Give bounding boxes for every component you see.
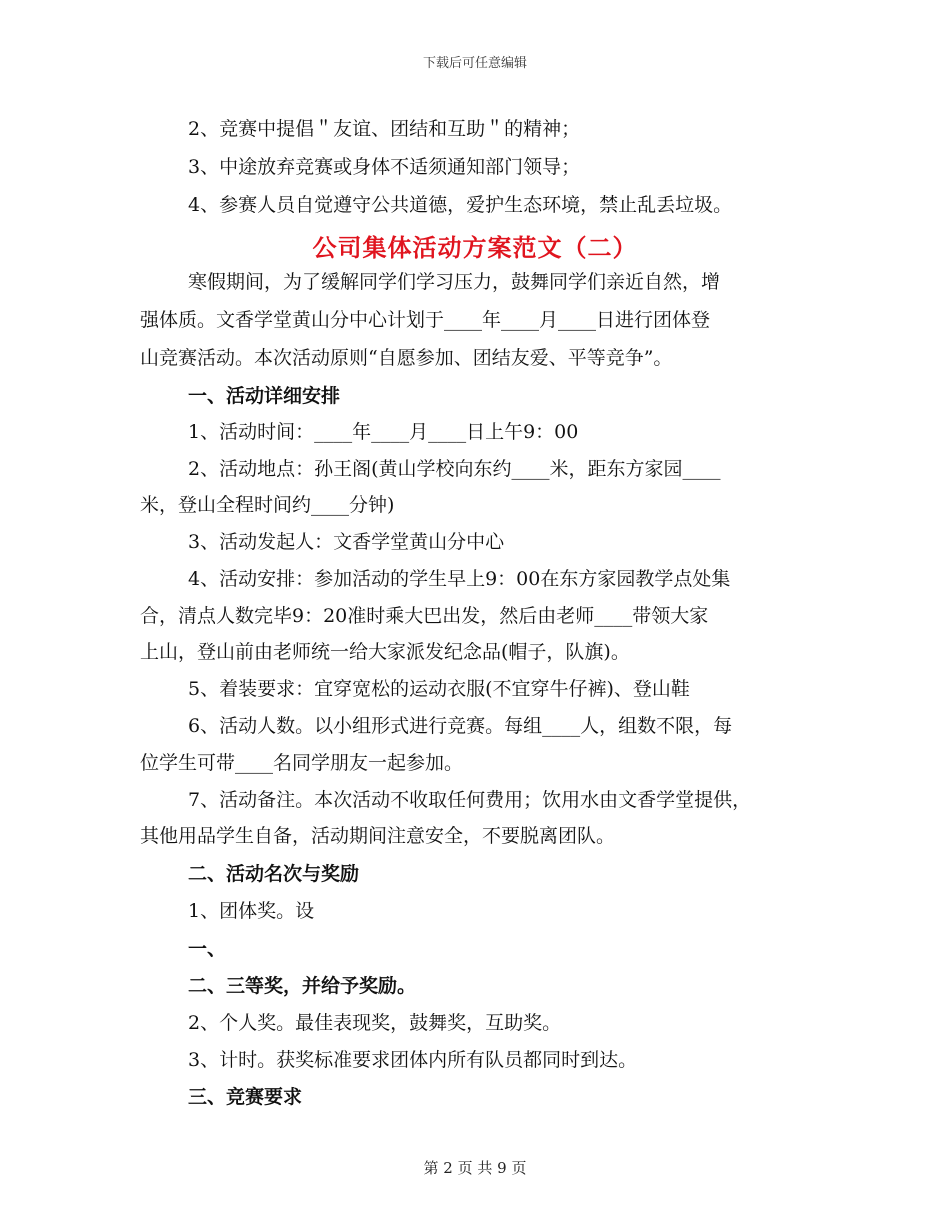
paragraph-line: 2、活动地点：孙王阁(黄山学校向东约____米，距东方家园____ [188, 458, 721, 480]
paragraph-line: 山竞赛活动。本次活动原则“自愿参加、团结友爱、平等竞争”。 [140, 347, 673, 369]
paragraph-line: 强体质。文香学堂黄山分中心计划于____年____月____日进行团体登 [140, 309, 711, 331]
paragraph-line: 3、活动发起人：文香学堂黄山分中心 [188, 531, 505, 553]
document-title: 公司集体活动方案范文（二） [312, 233, 638, 262]
paragraph-line: 4、活动安排：参加活动的学生早上9：00在东方家园教学点处集 [188, 568, 731, 590]
paragraph-line: 三、竞赛要求 [188, 1086, 303, 1108]
paragraph-line: 5、着装要求：宜穿宽松的运动衣服(不宜穿牛仔裤)、登山鞋 [188, 678, 690, 700]
paragraph-line: 7、活动备注。本次活动不收取任何费用；饮用水由文香学堂提供， [188, 789, 752, 811]
paragraph-line: 一、 [188, 938, 227, 960]
page-footer: 第 2 页 共 9 页 [423, 1159, 527, 1177]
paragraph-line: 二、三等奖，并给予奖励。 [188, 975, 417, 997]
paragraph-line: 2、个人奖。最佳表现奖，鼓舞奖，互助奖。 [188, 1012, 562, 1034]
paragraph-line: 其他用品学生自备，活动期间注意安全，不要脱离团队。 [140, 825, 616, 847]
paragraph-line: 3、计时。获奖标准要求团体内所有队员都同时到达。 [188, 1049, 638, 1071]
paragraph-line: 1、活动时间：____年____月____日上午9：00 [188, 421, 579, 443]
paragraph-line: 合，清点人数完毕9：20准时乘大巴出发，然后由老师____带领大家 [140, 605, 709, 627]
paragraph-line: 位学生可带____名同学朋友一起参加。 [140, 752, 464, 774]
paragraph-line: 6、活动人数。以小组形式进行竞赛。每组____人，组数不限，每 [188, 715, 733, 737]
paragraph-line: 3、中途放弃竞赛或身体不适须通知部门领导； [188, 156, 581, 178]
paragraph-line: 一、活动详细安排 [188, 385, 341, 407]
page-header: 下载后可任意编辑 [422, 56, 527, 71]
paragraph-line: 二、活动名次与奖励 [188, 863, 360, 885]
paragraph-line: 米，登山全程时间约____分钟) [140, 494, 395, 516]
paragraph-line: 4、参赛人员自觉遵守公共道德，爱护生态环境，禁止乱丢垃圾。 [188, 194, 733, 216]
paragraph-line: 2、竞赛中提倡＂友谊、团结和互助＂的精神； [188, 118, 581, 140]
paragraph-line: 寒假期间，为了缓解同学们学习压力，鼓舞同学们亲近自然，增 [188, 271, 721, 293]
paragraph-line: 上山，登山前由老师统一给大家派发纪念品(帽子，队旗)。 [140, 641, 630, 663]
paragraph-line: 1、团体奖。设 [188, 900, 315, 922]
